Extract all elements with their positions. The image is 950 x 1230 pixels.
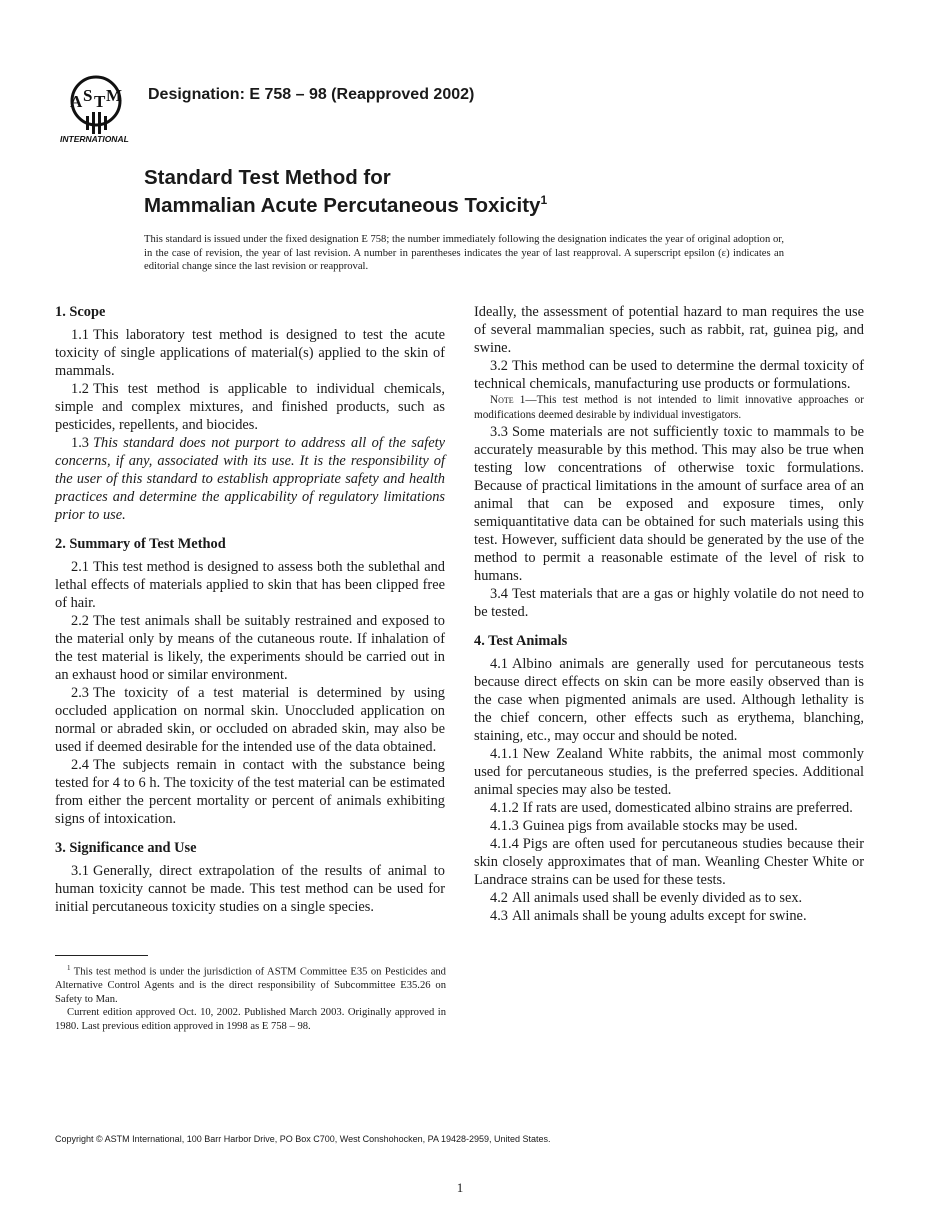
- paragraph-4-1-1: 4.1.1 New Zealand White rabbits, the animal most commonly used for percutaneous studies, is the preferred species. Additional animal species may also be tested.: [474, 746, 864, 798]
- svg-text:A: A: [70, 92, 83, 111]
- title-footnote-ref: 1: [540, 193, 548, 207]
- section-heading-summary: 2. Summary of Test Method: [55, 536, 226, 552]
- paragraph-3-3: 3.3 Some materials are not sufficiently toxic to mammals to be accurately measurable by this method. This may also be true when testing low concentrations of otherwise toxic formulations. Because of practical limitations in the amount of surface area of an animal that can be exposed and exposure times, only semiquantitative data can be obtained for such materials using this test. However, sufficient data should be generated by the use of the method to permit a reasonable estimate of the level of risk to humans.: [474, 424, 864, 584]
- paragraph-4-1-3: 4.1.3 Guinea pigs from available stocks may be used.: [490, 818, 798, 834]
- paragraph-3-1: 3.1 Generally, direct extrapolation of the results of animal to human toxicity cannot be made. This test method can be used for initial percutaneous toxicity studies on a single species.: [55, 863, 445, 915]
- paragraph-1-2: 1.2 This test method is applicable to individual chemicals, simple and complex mixtures, and finished products, such as pesticides, repellents, and biocides.: [55, 381, 445, 433]
- paragraph-2-4: 2.4 The subjects remain in contact with the substance being tested for 4 to 6 h. The toxicity of the test material can be estimated from either the percent mortality or percent of animals exhibiting signs of intoxication.: [55, 757, 445, 827]
- astm-logo: [58, 70, 136, 144]
- footnote-divider: [55, 955, 148, 956]
- note-1: Note 1—This test method is not intended to limit innovative approaches or modifications deemed desirable by individual investigators.: [474, 394, 865, 421]
- paragraph-1-3: 1.3 This standard does not purport to address all of the safety concerns, if any, associated with its use. It is the responsibility of the user of this standard to establish appropriate safety and health practices and determine the applicability of regulatory limitations prior to use.: [55, 435, 445, 523]
- paragraph-2-1: 2.1 This test method is designed to assess both the sublethal and lethal effects of materials applied to skin that has been clipped free of hair.: [55, 559, 445, 611]
- document-title: [144, 166, 547, 217]
- paragraph-4-2: 4.2 All animals used shall be evenly divided as to sex.: [490, 890, 803, 906]
- footnote-1-edition: Current edition approved Oct. 10, 2002. Published March 2003. Originally approved in 1980. Last previous edition approved in 1998 as E 758 – 98.: [55, 1007, 446, 1032]
- svg-text:S: S: [83, 86, 93, 105]
- page-number: 1: [456, 1180, 464, 1195]
- title-line-2: Mammalian Acute Percutaneous Toxicity$^1$: [144, 193, 548, 217]
- paragraph-4-1-4: 4.1.4 Pigs are often used for percutaneous studies because their skin closely approximates that of man. Weanling Chester White or Landrace strains can be used for these tests.: [474, 836, 864, 888]
- svg-text:INTERNATIONAL: INTERNATIONAL: [60, 134, 129, 144]
- svg-text:T: T: [94, 92, 106, 111]
- paragraph-1-1: 1.1 This laboratory test method is designed to test the acute toxicity of single applications of material(s) applied to the skin of mammals.: [55, 327, 445, 379]
- paragraph-2-2: 2.2 The test animals shall be suitably restrained and exposed to the material only by means of the cutaneous route. If inhalation of the test material is likely, the experiments should be carried out in an exhaust hood or similar environment.: [55, 613, 445, 683]
- footnote-1: $^1$ This test method is under the jurisdiction of ASTM Committee E35 on Pesticides and Alternative Control Agents and is the direct responsibility of Subcommittee E35.26 on Safety to Man.: [55, 964, 446, 1005]
- svg-text:M: M: [106, 86, 123, 105]
- section-heading-animals: 4. Test Animals: [474, 633, 568, 649]
- title-line-1: Standard Test Method for: [144, 166, 391, 189]
- paragraph-3-4: 3.4 Test materials that are a gas or highly volatile do not need to be tested.: [474, 586, 864, 620]
- preamble: This standard is issued under the fixed designation E 758; the number immediately following the designation indicates the year of original adoption or, in the case of revision, the year of last revision. A number in parentheses indicates the year of last reapproval. A superscript epsilon (ε) indicates an editorial change since the last revision or reapproval.: [144, 234, 784, 272]
- paragraph-2-3: 2.3 The toxicity of a test material is determined by using occluded application on normal skin. Unoccluded application on normal or abraded skin, or occluded on abraded skin, may also be used if deemed desirable for the intended use of the data obtained.: [55, 685, 445, 755]
- left-column: [55, 303, 445, 916]
- paragraph-3-2: 3.2 This method can be used to determine the dermal toxicity of technical chemicals, manufacturing use products or formulations.: [474, 358, 864, 392]
- section-heading-significance: 3. Significance and Use: [55, 840, 197, 856]
- paragraph-4-1-2: 4.1.2 If rats are used, domesticated albino strains are preferred.: [490, 800, 853, 816]
- paragraph-3-1-continued: Ideally, the assessment of potential hazard to man requires the use of several mammalian species, such as rabbit, rat, guinea pig, and swine.: [474, 304, 864, 356]
- designation: Designation: E 758 – 98 (Reapproved 2002): [148, 86, 475, 103]
- paragraph-4-3: 4.3 All animals shall be young adults except for swine.: [490, 908, 807, 924]
- section-heading-scope: 1. Scope: [55, 304, 106, 320]
- paragraph-4-1: 4.1 Albino animals are generally used for percutaneous tests because direct effects on skin can be more easily observed than is the case when pigmented animals are used. Although lethality is the chief concern, other effects such as erythema, blanching, staining, etc., may occur and should be noted.: [474, 656, 864, 744]
- right-column: [474, 303, 864, 925]
- footnotes: [55, 962, 446, 1034]
- copyright: Copyright © ASTM International, 100 Barr Harbor Drive, PO Box C700, West Conshohocken, PA 19428-2959, United States.: [55, 1134, 551, 1144]
